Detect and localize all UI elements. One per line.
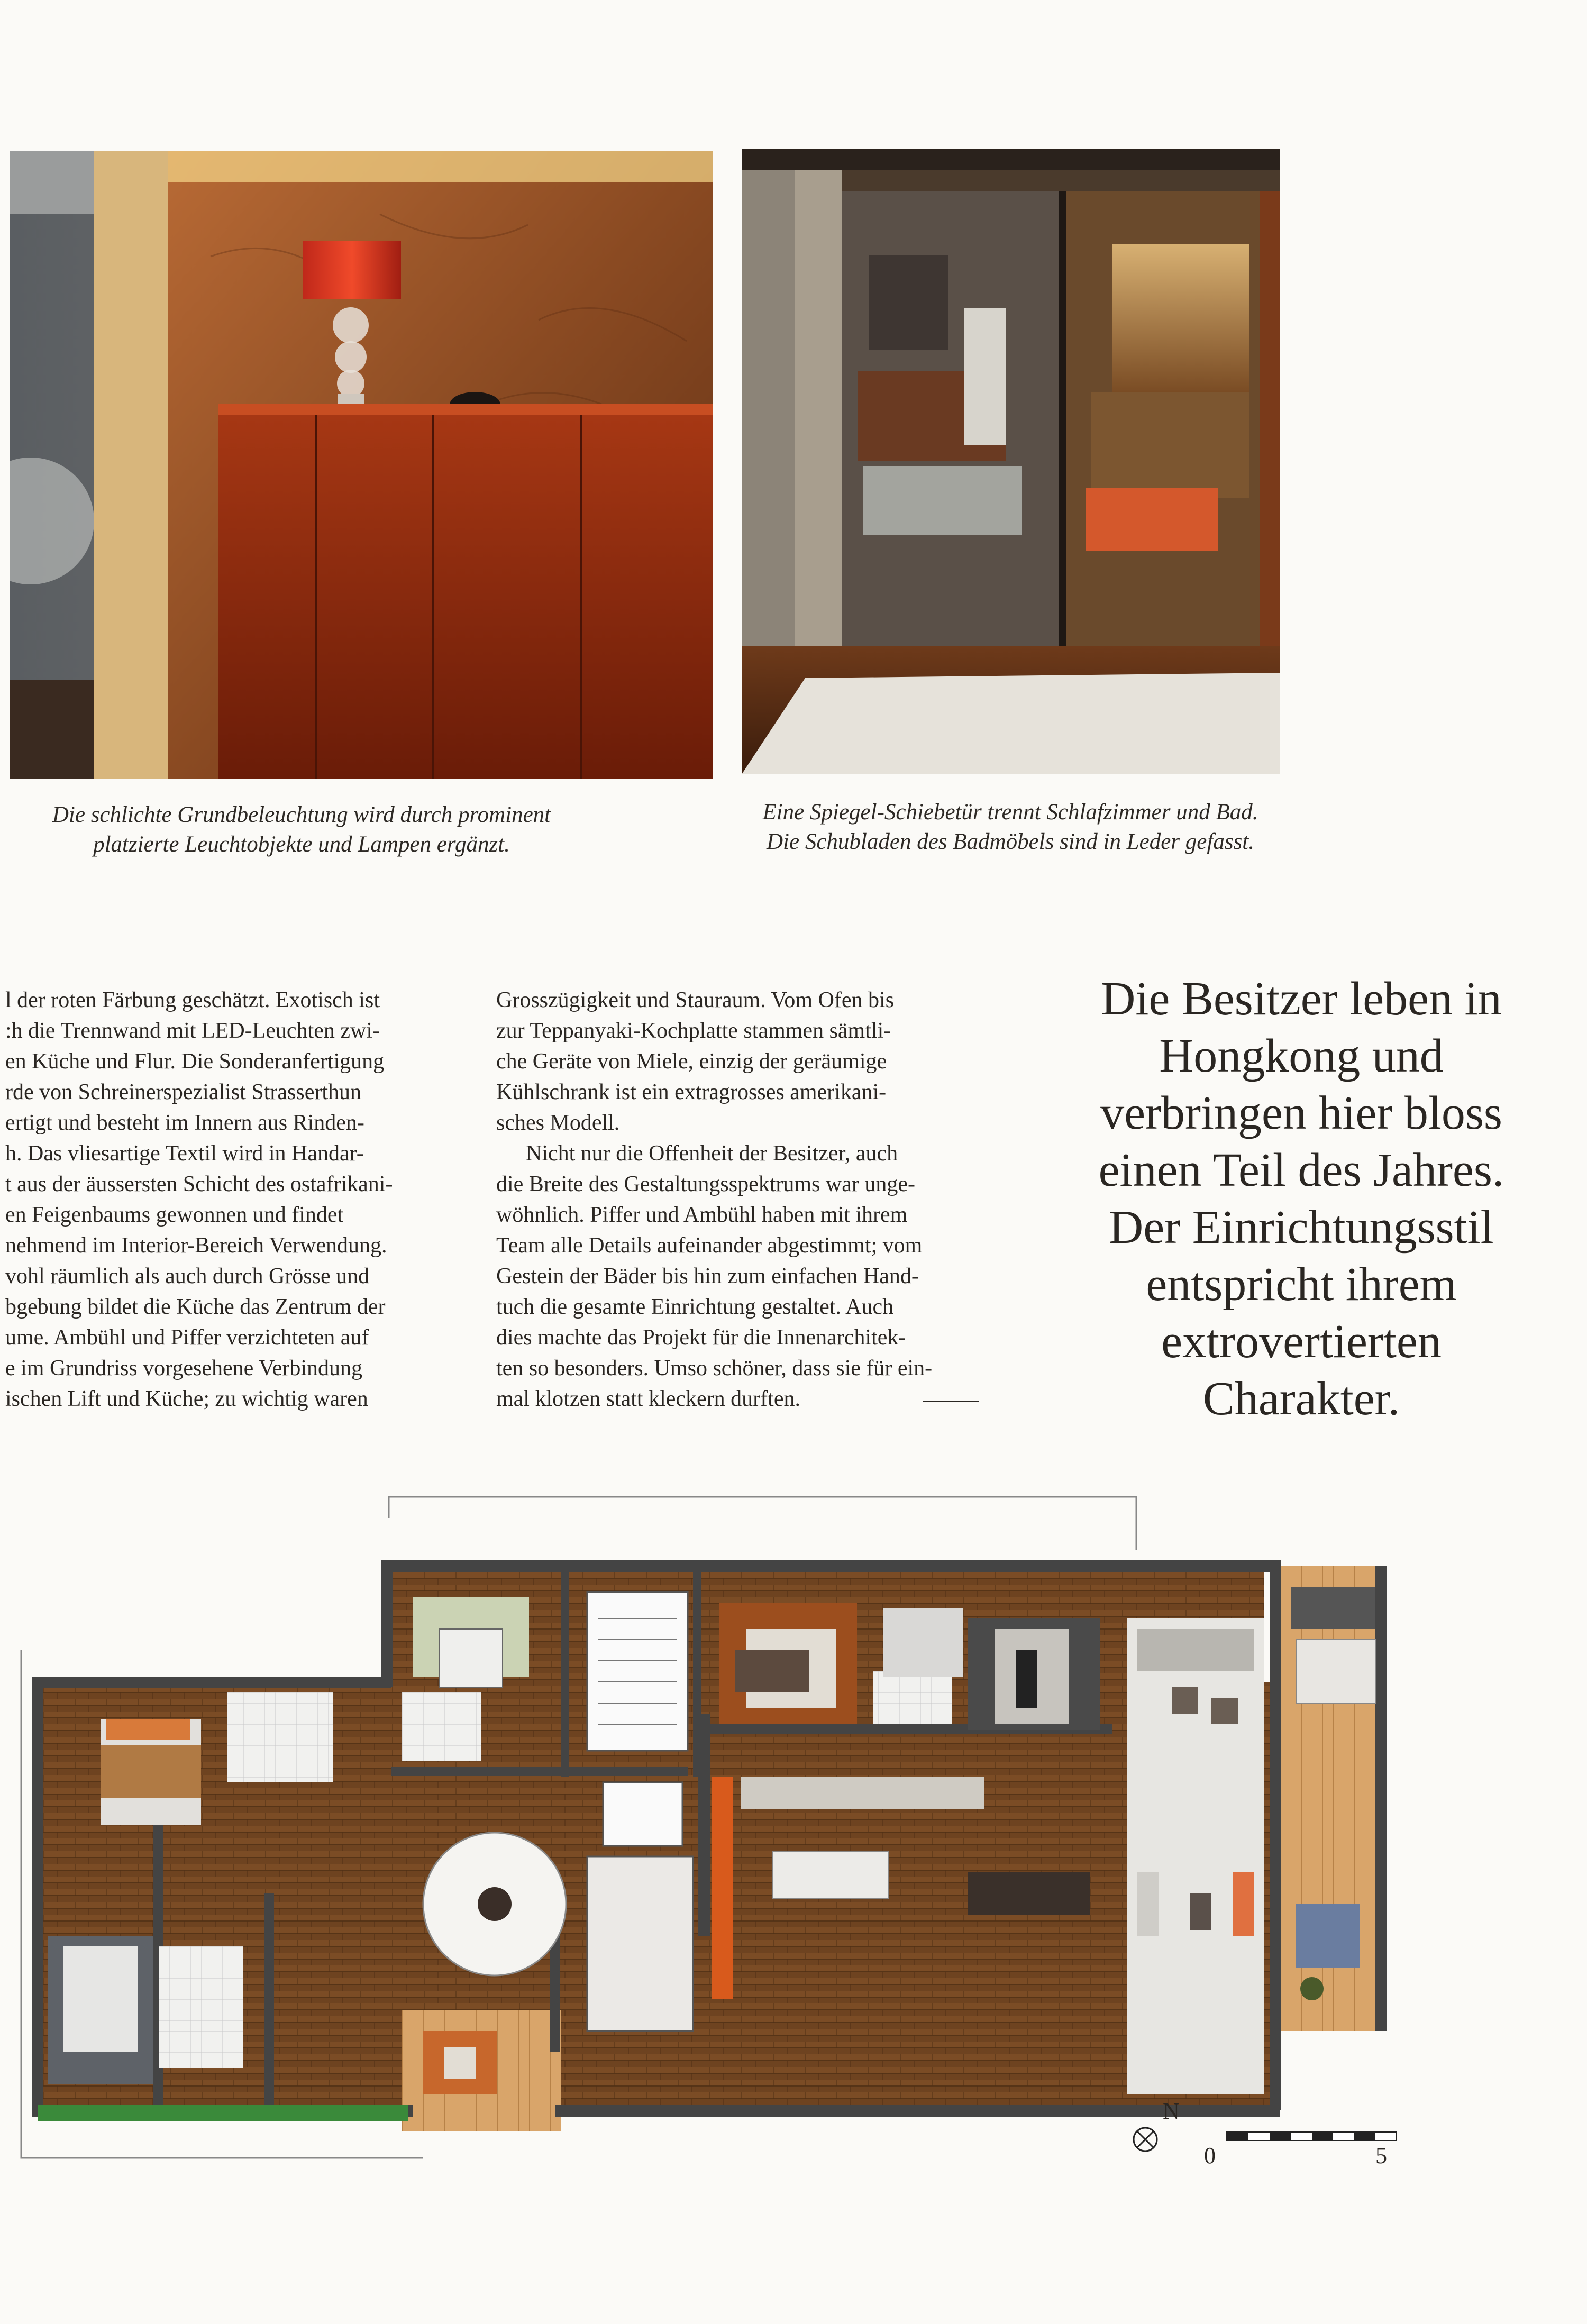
pull-quote-line: Hongkong und — [1159, 1030, 1444, 1082]
pull-quote-line: Der Einrichtungsstil — [1109, 1201, 1494, 1254]
article-line: :h die Trennwand mit LED-Leuchten zwi- — [5, 1019, 380, 1043]
photo-living-sideboard — [10, 151, 713, 779]
pull-quote — [1037, 971, 1566, 1428]
caption-left-line-1: Die schlichte Grundbeleuchtung wird durch prominent — [52, 802, 551, 827]
article-line: Gestein der Bäder bis hin zum einfachen Hand- — [496, 1264, 919, 1288]
article-line: l der roten Färbung geschätzt. Exotisch ist — [5, 988, 380, 1012]
article-line: sches Modell. — [496, 1111, 620, 1135]
article-line: Grosszügigkeit und Stauraum. Vom Ofen bis — [496, 988, 895, 1012]
article-line: t aus der äussersten Schicht des ostafrikani- — [5, 1172, 393, 1196]
article-line: ten so besonders. Umso schöner, dass sie für ein- — [496, 1356, 933, 1380]
article-line: che Geräte von Miele, einzig der geräumige — [496, 1049, 887, 1074]
caption-right — [741, 798, 1280, 857]
article-line: Kühlschrank ist ein extragrosses amerikani- — [496, 1080, 887, 1104]
article-line: ischen Lift und Küche; zu wichtig waren — [5, 1387, 368, 1411]
caption-right-line-2: Die Schubladen des Badmöbels sind in Leder gefasst. — [766, 829, 1254, 854]
pull-quote-line: einen Teil des Jahres. — [1098, 1144, 1504, 1196]
caption-right-line-1: Eine Spiegel-Schiebetür trennt Schlafzimmer und Bad. — [762, 800, 1258, 825]
pull-quote-line: Charakter. — [1202, 1373, 1400, 1425]
article-line: die Breite des Gestaltungsspektrums war unge- — [496, 1172, 915, 1196]
article-line: Nicht nur die Offenheit der Besitzer, auch — [526, 1141, 898, 1166]
article-line: e im Grundriss vorgesehene Verbindung — [5, 1356, 362, 1380]
article-line: en Küche und Flur. Die Sonderanfertigung — [5, 1049, 385, 1074]
scale-start-label: 0 — [1204, 2143, 1216, 2169]
article-line: wöhnlich. Piffer und Ambühl haben mit ihrem — [496, 1203, 908, 1227]
scale-bar — [1226, 2131, 1397, 2141]
photo-mirror-sliding-door — [742, 149, 1280, 774]
article-line: en Feigenbaums gewonnen und findet — [5, 1203, 344, 1227]
pull-quote-line: verbringen hier bloss — [1100, 1087, 1502, 1139]
pull-quote-line: entspricht ihrem — [1146, 1258, 1457, 1311]
article-line: zur Teppanyaki-Kochplatte stammen sämtli- — [496, 1019, 891, 1043]
caption-left-line-2: platzierte Leuchtobjekte und Lampen ergänzt. — [93, 832, 510, 857]
article-line: vohl räumlich als auch durch Grösse und — [5, 1264, 370, 1288]
article-line: tuch die gesamte Einrichtung gestaltet. Auch — [496, 1295, 894, 1319]
pull-quote-line: extrovertierten — [1161, 1315, 1442, 1368]
article-line: Team alle Details aufeinander abgestimmt; vom — [496, 1233, 923, 1258]
caption-left — [21, 800, 582, 859]
article-column-1 — [5, 985, 466, 1414]
floor-plan — [0, 1470, 1418, 2200]
article-line: mal klotzen statt kleckern durften. — [496, 1387, 800, 1411]
article-line: ertigt und besteht im Innern aus Rinden- — [5, 1111, 364, 1135]
scale-end-label: 5 — [1375, 2143, 1387, 2169]
article-line: ume. Ambühl und Piffer verzichteten auf — [5, 1325, 369, 1350]
article-line: rde von Schreinerspezialist Strasserthun — [5, 1080, 361, 1104]
article-line: h. Das vliesartige Textil wird in Handar- — [5, 1141, 364, 1166]
article-end-mark — [923, 1401, 979, 1402]
article-line: dies machte das Projekt für die Innenarchitek- — [496, 1325, 906, 1350]
pull-quote-line: Die Besitzer leben in — [1101, 973, 1502, 1025]
article-column-2 — [496, 985, 983, 1414]
article-line: nehmend im Interior-Bereich Verwendung. — [5, 1233, 387, 1258]
north-label: N — [1163, 2098, 1180, 2124]
article-line: bgebung bildet die Küche das Zentrum der — [5, 1295, 386, 1319]
